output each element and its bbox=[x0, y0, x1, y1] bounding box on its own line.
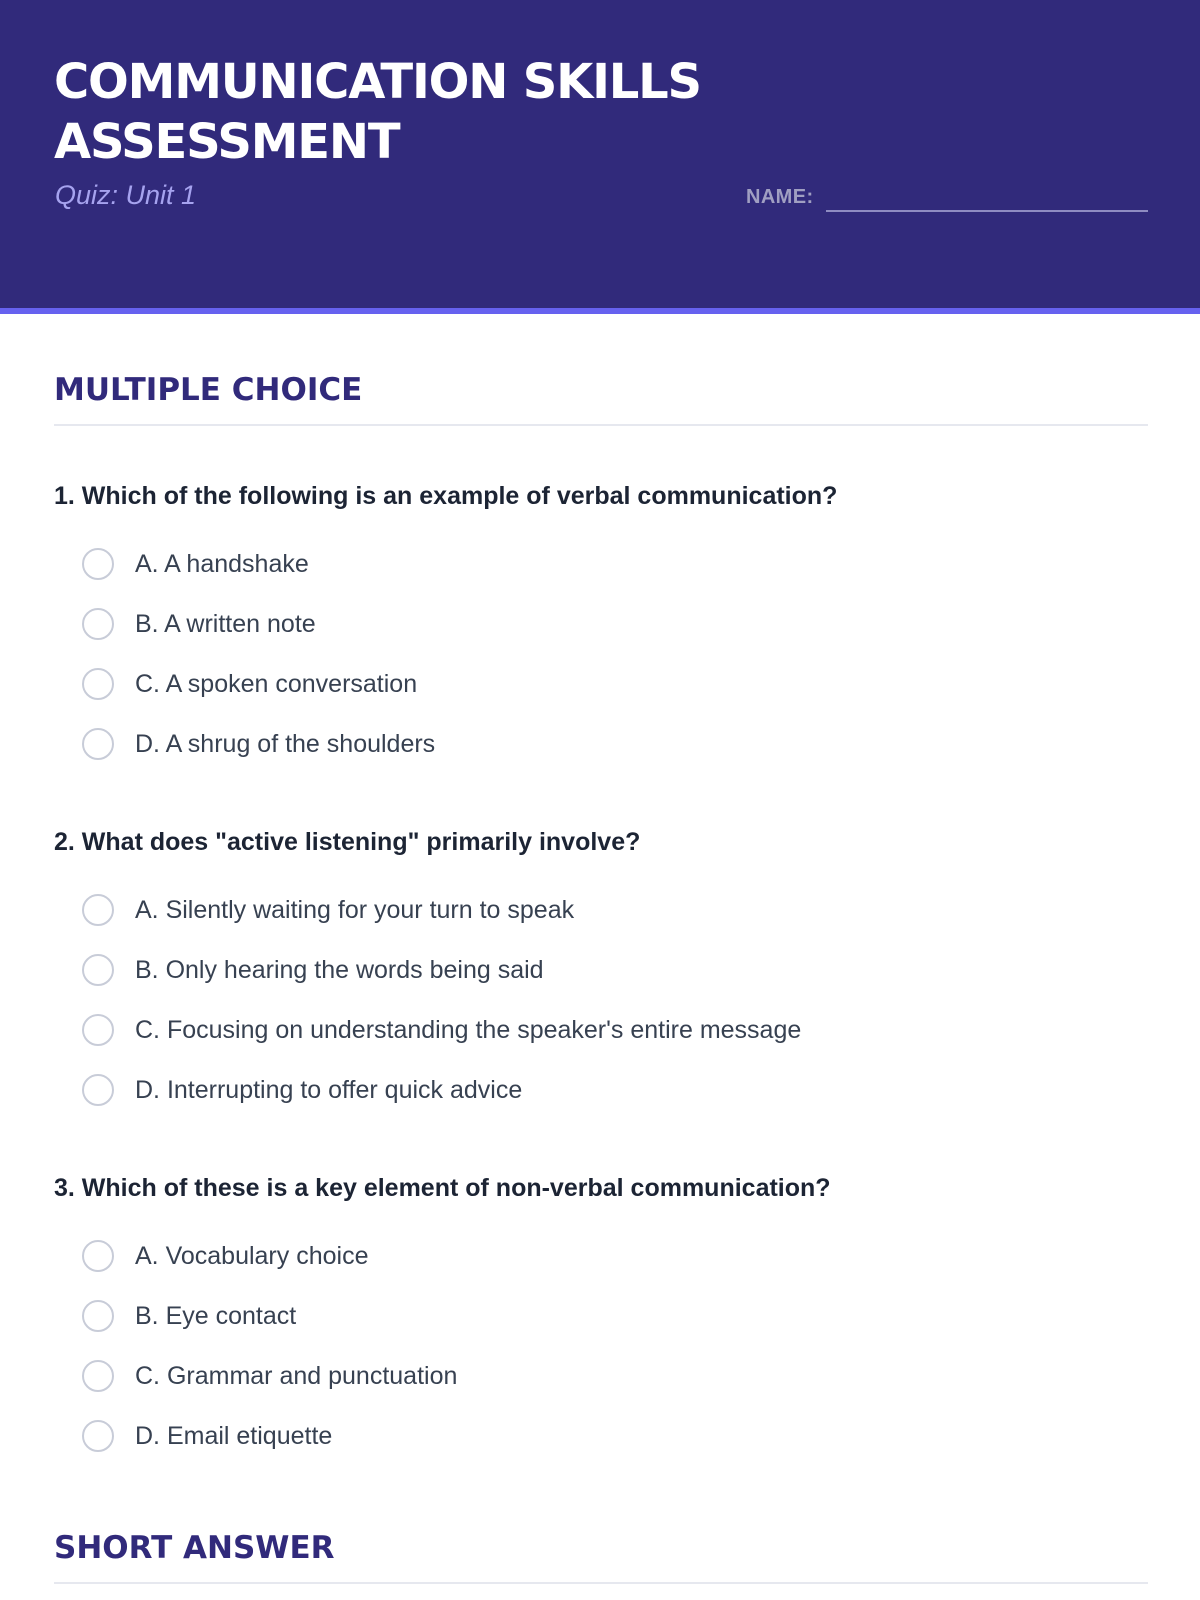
option-1c[interactable] bbox=[54, 654, 1148, 714]
radio-button[interactable] bbox=[82, 1420, 114, 1452]
option-2a[interactable] bbox=[54, 880, 1148, 940]
option-label: A. Silently waiting for your turn to speak bbox=[135, 896, 575, 924]
question-2 bbox=[54, 826, 1148, 1120]
option-label: D. A shrug of the shoulders bbox=[135, 730, 436, 758]
option-label: B. A written note bbox=[135, 610, 316, 638]
option-1b[interactable] bbox=[54, 594, 1148, 654]
quiz-subtitle: Quiz: Unit 1 bbox=[55, 180, 197, 210]
radio-button[interactable] bbox=[82, 548, 114, 580]
option-label: A. A handshake bbox=[135, 550, 309, 578]
option-label: C. Grammar and punctuation bbox=[135, 1362, 458, 1390]
radio-button[interactable] bbox=[82, 608, 114, 640]
option-2d[interactable] bbox=[54, 1060, 1148, 1120]
name-label: NAME: bbox=[746, 186, 814, 208]
option-3a[interactable] bbox=[54, 1226, 1148, 1286]
radio-button[interactable] bbox=[82, 1014, 114, 1046]
option-label: B. Eye contact bbox=[135, 1302, 297, 1330]
option-label: C. Focusing on understanding the speaker's entire message bbox=[135, 1016, 802, 1044]
option-3b[interactable] bbox=[54, 1286, 1148, 1346]
option-2c[interactable] bbox=[54, 1000, 1148, 1060]
option-1d[interactable] bbox=[54, 714, 1148, 774]
option-label: D. Email etiquette bbox=[135, 1422, 333, 1450]
option-3d[interactable] bbox=[54, 1406, 1148, 1466]
option-2b[interactable] bbox=[54, 940, 1148, 1000]
option-list bbox=[54, 1226, 1148, 1466]
quiz-content bbox=[54, 314, 1148, 1584]
radio-button[interactable] bbox=[82, 668, 114, 700]
radio-button[interactable] bbox=[82, 954, 114, 986]
option-label: B. Only hearing the words being said bbox=[135, 956, 544, 984]
option-label: C. A spoken conversation bbox=[135, 670, 418, 698]
option-list bbox=[54, 880, 1148, 1120]
question-3 bbox=[54, 1172, 1148, 1466]
radio-button[interactable] bbox=[82, 1240, 114, 1272]
question-text: 2. What does "active listening" primarily involve? bbox=[54, 828, 641, 856]
question-1 bbox=[54, 480, 1148, 774]
option-list bbox=[54, 534, 1148, 774]
radio-button[interactable] bbox=[82, 894, 114, 926]
option-label: A. Vocabulary choice bbox=[135, 1242, 369, 1270]
name-field[interactable] bbox=[826, 176, 1148, 212]
radio-button[interactable] bbox=[82, 1300, 114, 1332]
section-heading-short-answer: SHORT ANSWER bbox=[54, 1528, 1148, 1584]
question-text: 3. Which of these is a key element of non-verbal communication? bbox=[54, 1174, 831, 1202]
page-title: COMMUNICATION SKILLS ASSESSMENT bbox=[54, 54, 701, 170]
section-heading-multiple-choice: MULTIPLE CHOICE bbox=[54, 370, 1148, 426]
radio-button[interactable] bbox=[82, 728, 114, 760]
radio-button[interactable] bbox=[82, 1074, 114, 1106]
option-1a[interactable] bbox=[54, 534, 1148, 594]
option-3c[interactable] bbox=[54, 1346, 1148, 1406]
question-text: 1. Which of the following is an example of verbal communication? bbox=[54, 482, 838, 510]
radio-button[interactable] bbox=[82, 1360, 114, 1392]
quiz-header bbox=[0, 0, 1200, 314]
option-label: D. Interrupting to offer quick advice bbox=[135, 1076, 523, 1104]
